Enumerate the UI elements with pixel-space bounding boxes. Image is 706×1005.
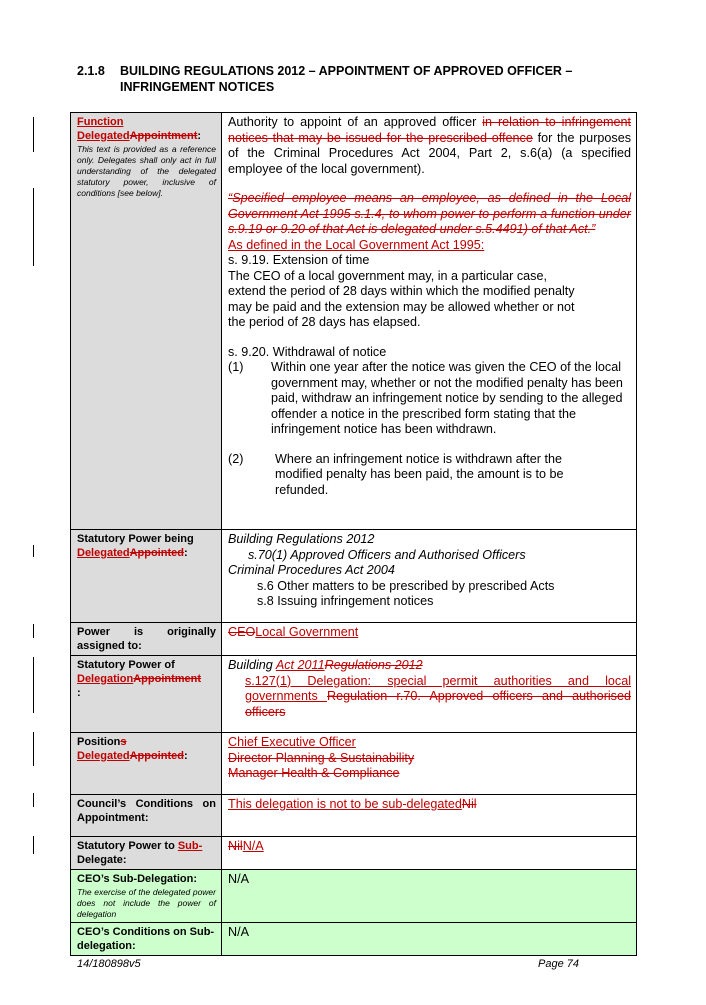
statutory-delegation-value: Building Act 2011Regulations 2012 s.127(1) Delegation: special permit authorities and local governments Regulation r.70. Approved officers and authorised officers bbox=[222, 656, 637, 733]
function-body-cell: Authority to appoint of an approved officer in relation to infringement notices that may be issued for the prescribed offence for the purposes of the Criminal Procedures Act 2004, Part 2, s.6(a) (a specified employee of the local government). “Specified employee means an employee, as defined in the Local Government Act 1995 s.1.4, to whom power to perform a function under s.9.19 or 9.20 of that Act is delegated under s.5.4491) of that Act.” As defined in the Local Government Act 1995: s. 9.19. Extension of time The CEO of a local government may, in a particular case, extend the period of 28 days within which the modified penalty may be paid and the extension may be allowed whether or not the period of 28 days has elapsed. s. 9.20. Withdrawal of notice (1) Within one year after the notice was given the CEO of the local government may, whether or not the modified penalty has been paid, withdraw an infringement notice by sending to the alleged offender a notice in the prescribed form stating that the infringement notice has been withdrawn. (2) Where an infringement notice is withdrawn after the modified penalty has been paid, the amount is to be refunded. bbox=[222, 113, 637, 530]
change-bar bbox=[33, 545, 34, 557]
function-label-cell: Function DelegatedAppointment: This text is provided as a reference only. Delegates shall only act in full understanding of the delegated statutory power, inclusive of conditions [see below]. bbox=[71, 113, 222, 530]
statutory-power-label: Statutory Power being DelegatedAppointed: bbox=[71, 530, 222, 623]
sub-delegate-label: Statutory Power to Sub- Delegate: bbox=[71, 837, 222, 870]
power-assigned-value: CEOLocal Government bbox=[222, 623, 637, 656]
defined-heading: As defined in the Local Government Act 1995: bbox=[228, 237, 485, 252]
change-bar bbox=[33, 624, 34, 638]
change-bar bbox=[33, 732, 34, 766]
s919-title: s. 9.19. Extension of time bbox=[228, 253, 370, 267]
sub-delegate-value: NilN/A bbox=[222, 837, 637, 870]
s920-clause-2: (2) Where an infringement notice is withdrawn after the modified penalty has been paid, the amount is to be refunded. bbox=[228, 451, 564, 497]
statutory-power-value: Building Regulations 2012 s.70(1) Approved Officers and Authorised Officers Criminal Procedures Act 2004 s.6 Other matters to be prescribed by prescribed Acts s.8 Issuing infringement notices bbox=[222, 530, 637, 623]
position-ceo: Chief Executive Officer bbox=[228, 735, 356, 749]
ceo-conditions-value: N/A bbox=[222, 923, 637, 956]
row-council-conditions bbox=[71, 795, 637, 837]
row-ceo-sub-delegation bbox=[71, 870, 637, 923]
council-conditions-label: Council’s Conditions on Appointment: bbox=[71, 795, 222, 837]
row-power-assigned bbox=[71, 623, 637, 656]
change-bar bbox=[33, 117, 34, 152]
section-number: 2.1.8 bbox=[77, 64, 105, 78]
function-note: This text is provided as a reference only. Delegates shall only act in full understanding of the delegated statutory power, inclusive of conditions [see below]. bbox=[77, 144, 216, 198]
page-number: Page 74 bbox=[538, 958, 579, 970]
change-bar bbox=[33, 836, 34, 854]
council-conditions-value: This delegation is not to be sub-delegatedNil bbox=[222, 795, 637, 837]
section-title: BUILDING REGULATIONS 2012 – APPOINTMENT OF APPROVED OFFICER – INFRINGEMENT NOTICES bbox=[120, 64, 573, 94]
ceo-sub-delegation-label: CEO’s Sub-Delegation: The exercise of the delegated power does not include the power of delegation bbox=[71, 870, 222, 923]
row-ceo-conditions bbox=[71, 923, 637, 956]
ceo-sub-delegation-note: The exercise of the delegated power does not include the power of delegation bbox=[77, 887, 216, 919]
position-manager: Manager Health & Compliance bbox=[228, 766, 400, 780]
s920-title: s. 9.20. Withdrawal of notice bbox=[228, 344, 387, 359]
function-authority: Authority to appoint of an approved officer in relation to infringement notices that may be issued for the prescribed offence for the purposes of the Criminal Procedures Act 2004, Part 2, s.6(a) (a specified employee of the local government). bbox=[228, 115, 631, 176]
positions-label: Positions DelegatedAppointed: bbox=[71, 733, 222, 795]
specified-employee-deleted: “Specified employee means an employee, as defined in the Local Government Act 1995 s.1.4, to whom power to perform a function under s.9.19 or 9.20 of that Act is delegated under s.5.4491) of that Act.” bbox=[228, 191, 631, 236]
ceo-conditions-label: CEO’s Conditions on Sub-delegation: bbox=[71, 923, 222, 956]
change-bar bbox=[33, 657, 34, 713]
power-assigned-label: Power is originally assigned to: bbox=[71, 623, 222, 656]
row-statutory-delegation bbox=[71, 656, 637, 733]
delegation-table bbox=[70, 112, 637, 956]
positions-value bbox=[222, 733, 637, 795]
position-director: Director Planning & Sustainability bbox=[228, 750, 415, 765]
row-positions bbox=[71, 733, 637, 795]
row-function bbox=[71, 113, 637, 530]
statutory-delegation-label: Statutory Power of DelegationAppointment : bbox=[71, 656, 222, 733]
document-reference: 14/180898v5 bbox=[77, 958, 141, 970]
row-statutory-power bbox=[71, 530, 637, 623]
change-bar bbox=[33, 793, 34, 807]
ceo-sub-delegation-value: N/A bbox=[222, 870, 637, 923]
row-sub-delegate bbox=[71, 837, 637, 870]
change-bar bbox=[33, 188, 34, 266]
s920-clause-1: (1) Within one year after the notice was given the CEO of the local government may, whether or not the modified penalty has been paid, withdraw an infringement notice by sending to the alleged offender a notice in the prescribed form stating that the infringement notice has been withdrawn. bbox=[228, 360, 623, 436]
